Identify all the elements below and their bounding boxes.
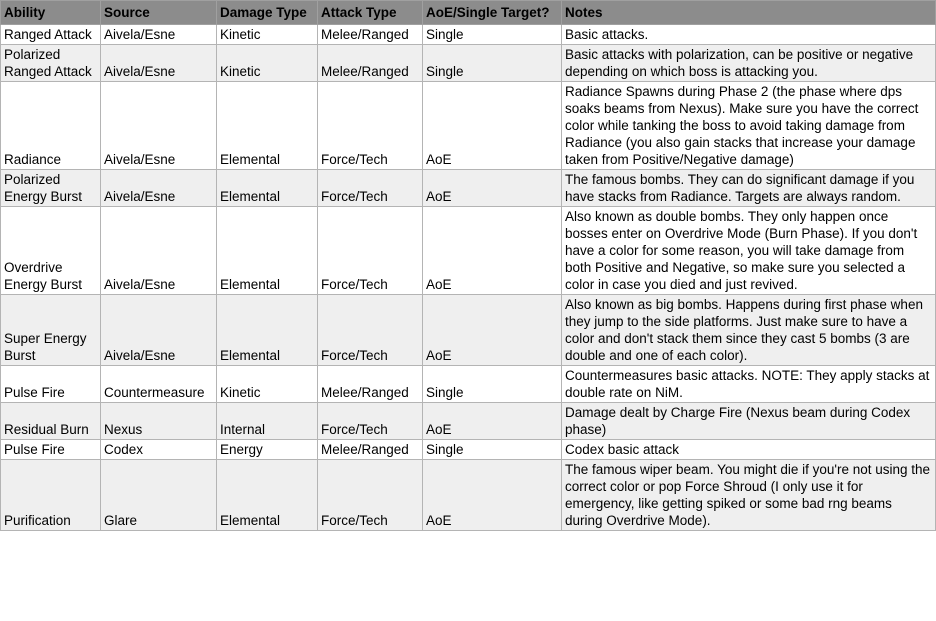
- cell-attack-type: Force/Tech: [318, 403, 423, 440]
- cell-ability: Ranged Attack: [1, 25, 101, 45]
- cell-aoe: Single: [423, 25, 562, 45]
- cell-ability: Residual Burn: [1, 403, 101, 440]
- cell-aoe: AoE: [423, 460, 562, 531]
- cell-attack-type: Melee/Ranged: [318, 45, 423, 82]
- cell-source: Aivela/Esne: [101, 207, 217, 295]
- cell-ability: Super Energy Burst: [1, 295, 101, 366]
- cell-damage-type: Kinetic: [217, 366, 318, 403]
- cell-notes: The famous wiper beam. You might die if you're not using the correct color or pop Force Shroud (I only use it for emergency, like getting spiked or some bad rng beams during Overdrive Mode).: [562, 460, 936, 531]
- cell-notes: Countermeasures basic attacks. NOTE: They apply stacks at double rate on NiM.: [562, 366, 936, 403]
- cell-source: Glare: [101, 460, 217, 531]
- cell-attack-type: Force/Tech: [318, 207, 423, 295]
- cell-aoe: AoE: [423, 170, 562, 207]
- cell-aoe: AoE: [423, 295, 562, 366]
- table-row: [1, 25, 936, 45]
- header-notes: Notes: [562, 1, 936, 25]
- cell-damage-type: Elemental: [217, 460, 318, 531]
- header-damage-type: Damage Type: [217, 1, 318, 25]
- cell-aoe: AoE: [423, 403, 562, 440]
- cell-attack-type: Force/Tech: [318, 170, 423, 207]
- cell-notes: Damage dealt by Charge Fire (Nexus beam during Codex phase): [562, 403, 936, 440]
- cell-ability: Polarized Energy Burst: [1, 170, 101, 207]
- cell-notes: The famous bombs. They can do significant damage if you have stacks from Radiance. Targets are always random.: [562, 170, 936, 207]
- cell-damage-type: Elemental: [217, 207, 318, 295]
- cell-aoe: Single: [423, 45, 562, 82]
- table-row: [1, 460, 936, 531]
- cell-damage-type: Elemental: [217, 170, 318, 207]
- table-row: [1, 82, 936, 170]
- cell-source: Aivela/Esne: [101, 295, 217, 366]
- cell-notes: Codex basic attack: [562, 440, 936, 460]
- cell-attack-type: Melee/Ranged: [318, 440, 423, 460]
- cell-ability: Polarized Ranged Attack: [1, 45, 101, 82]
- cell-ability: Pulse Fire: [1, 440, 101, 460]
- cell-ability: Radiance: [1, 82, 101, 170]
- cell-damage-type: Kinetic: [217, 45, 318, 82]
- cell-attack-type: Force/Tech: [318, 82, 423, 170]
- cell-aoe: Single: [423, 440, 562, 460]
- table-row: [1, 440, 936, 460]
- cell-damage-type: Energy: [217, 440, 318, 460]
- cell-aoe: AoE: [423, 207, 562, 295]
- cell-damage-type: Elemental: [217, 82, 318, 170]
- table-row: [1, 170, 936, 207]
- table-row: [1, 366, 936, 403]
- cell-damage-type: Internal: [217, 403, 318, 440]
- cell-ability: Overdrive Energy Burst: [1, 207, 101, 295]
- header-source: Source: [101, 1, 217, 25]
- cell-ability: Pulse Fire: [1, 366, 101, 403]
- cell-attack-type: Melee/Ranged: [318, 25, 423, 45]
- cell-attack-type: Force/Tech: [318, 460, 423, 531]
- header-row: [1, 1, 936, 25]
- header-ability: Ability: [1, 1, 101, 25]
- cell-source: Aivela/Esne: [101, 45, 217, 82]
- table-row: [1, 207, 936, 295]
- cell-aoe: Single: [423, 366, 562, 403]
- cell-attack-type: Melee/Ranged: [318, 366, 423, 403]
- header-aoe: AoE/Single Target?: [423, 1, 562, 25]
- cell-source: Codex: [101, 440, 217, 460]
- cell-notes: Basic attacks with polarization, can be positive or negative depending on which boss is attacking you.: [562, 45, 936, 82]
- cell-source: Aivela/Esne: [101, 82, 217, 170]
- cell-source: Countermeasure: [101, 366, 217, 403]
- cell-notes: Radiance Spawns during Phase 2 (the phase where dps soaks beams from Nexus). Make sure you have the correct color while tanking the boss to avoid taking damage from Radiance (you also gain stacks that increase your damage taken from Positive/Negative damage): [562, 82, 936, 170]
- cell-notes: Basic attacks.: [562, 25, 936, 45]
- cell-damage-type: Elemental: [217, 295, 318, 366]
- cell-source: Aivela/Esne: [101, 170, 217, 207]
- cell-notes: Also known as big bombs. Happens during first phase when they jump to the side platforms. Just make sure to have a color and don't stack them since they cast 5 bombs (3 are double and one of each color).: [562, 295, 936, 366]
- cell-notes: Also known as double bombs. They only happen once bosses enter on Overdrive Mode (Burn Phase). If you don't have a color for some reason, you will take damage from both Positive and Negative, so make sure you selected a color in case you died and just revived.: [562, 207, 936, 295]
- cell-damage-type: Kinetic: [217, 25, 318, 45]
- cell-aoe: AoE: [423, 82, 562, 170]
- cell-attack-type: Force/Tech: [318, 295, 423, 366]
- table-row: [1, 403, 936, 440]
- cell-source: Aivela/Esne: [101, 25, 217, 45]
- cell-ability: Purification: [1, 460, 101, 531]
- header-attack-type: Attack Type: [318, 1, 423, 25]
- table-row: [1, 295, 936, 366]
- table-row: [1, 45, 936, 82]
- cell-source: Nexus: [101, 403, 217, 440]
